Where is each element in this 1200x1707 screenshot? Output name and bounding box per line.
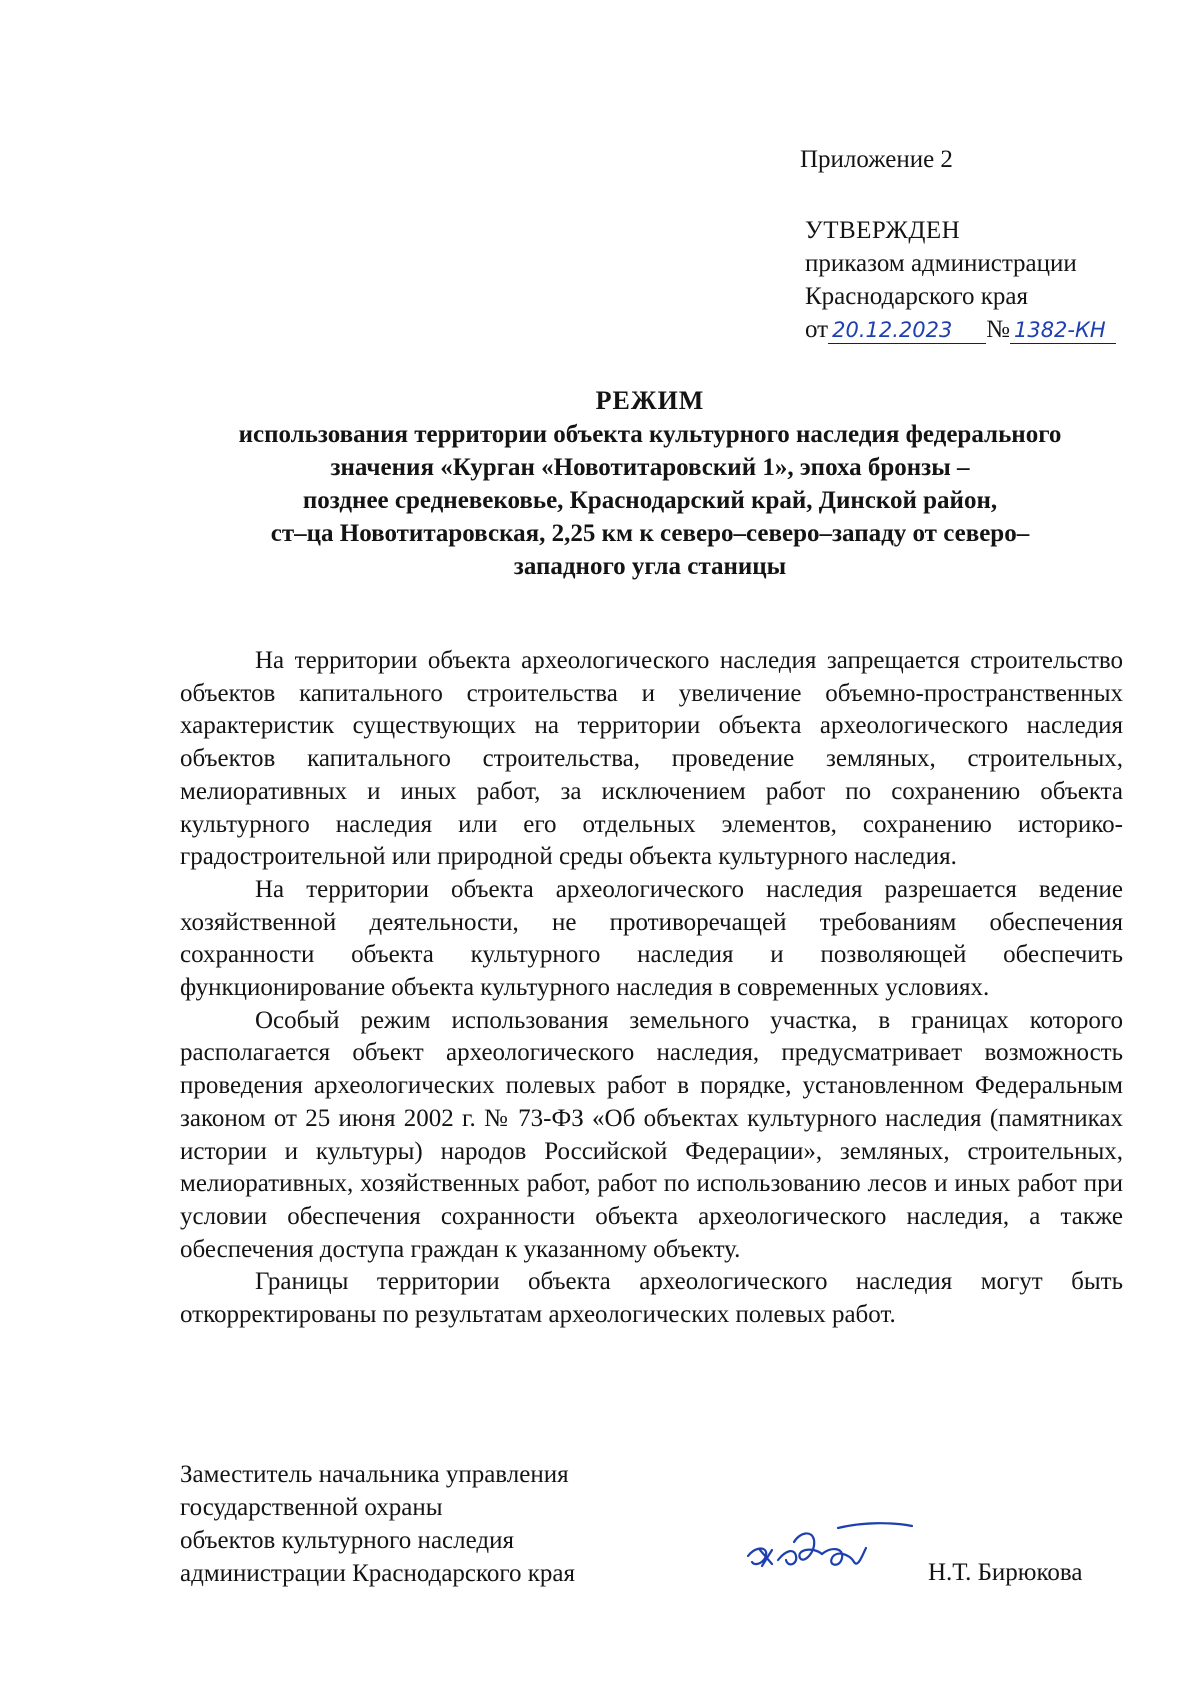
document-title bbox=[170, 384, 1130, 583]
signer-name: Н.Т. Бирюкова bbox=[928, 1559, 1083, 1586]
approval-stamp-block bbox=[805, 214, 1116, 346]
body-paragraph-1: На территории объекта археологического наследия запрещается строительство объектов капитального строительства и увеличение объемно-пространственных характеристик существующих на территории объекта археологического наследия объектов капитального строительства, проведение земляных, строительных, мелиоративных и иных работ, за исключением работ по сохранению объекта культурного наследия или его отдельных элементов, сохранению историко-градостроительной или природной среды объекта культурного наследия. bbox=[180, 647, 1123, 871]
number-prefix: № bbox=[986, 316, 1010, 343]
document-body bbox=[180, 645, 1123, 1332]
title-heading: РЕЖИМ bbox=[595, 386, 705, 415]
body-paragraph-3: Особый режим использования земельного участка, в границах которого располагается объект археологического наследия, предусматривает возможность проведения археологических полевых работ в порядке, установленном Федеральным законом от 25 июня 2002 г. № 73-ФЗ «Об объектах культурного наследия (памятниках истории и культуры) народов Российской Федерации», земляных, строительных, мелиоративных, хозяйственных работ, работ по использованию лесов и иных работ при условии обеспечения сохранности объекта археологического наследия, а также обеспечения доступа граждан к указанному объекту. bbox=[180, 1006, 1123, 1263]
title-line-3: позднее средневековье, Краснодарский край, Динской район, bbox=[302, 487, 998, 514]
body-paragraph-2: На территории объекта археологического наследия разрешается ведение хозяйственной деятельности, не противоречащей требованиям обеспечения сохранности объекта культурного наследия и позволяющей обеспечить функционирование объекта культурного наследия в современных условиях. bbox=[180, 875, 1123, 1002]
title-line-4: ст–ца Новотитаровская, 2,25 км к северо–северо–западу от северо– bbox=[270, 520, 1030, 547]
position-line-2: государственной охраны bbox=[180, 1494, 443, 1521]
position-line-4: администрации Краснодарского края bbox=[180, 1560, 576, 1587]
date-prefix: от bbox=[805, 316, 829, 343]
signatory-position bbox=[180, 1458, 575, 1590]
appendix-label: Приложение 2 bbox=[800, 146, 953, 173]
approval-date-line bbox=[805, 313, 1116, 346]
approval-line-2: Краснодарского края bbox=[805, 283, 1028, 310]
approval-heading: УТВЕРЖДЕН bbox=[805, 217, 961, 244]
title-line-2: значения «Курган «Новотитаровский 1», эпоха бронзы – bbox=[330, 454, 970, 481]
title-line-5: западного угла станицы bbox=[513, 553, 787, 580]
approval-line-1: приказом администрации bbox=[805, 250, 1077, 277]
position-line-3: объектов культурного наследия bbox=[180, 1527, 514, 1554]
handwritten-signature bbox=[742, 1520, 917, 1580]
handwritten-date: 20.12.2023 bbox=[828, 317, 986, 344]
body-paragraph-4: Границы территории объекта археологического наследия могут быть откорректированы по результатам археологических полевых работ. bbox=[180, 1268, 1123, 1329]
position-line-1: Заместитель начальника управления bbox=[180, 1461, 569, 1488]
title-line-1: использования территории объекта культурного наследия федерального bbox=[238, 421, 1062, 448]
handwritten-number: 1382-КН bbox=[1010, 317, 1116, 344]
